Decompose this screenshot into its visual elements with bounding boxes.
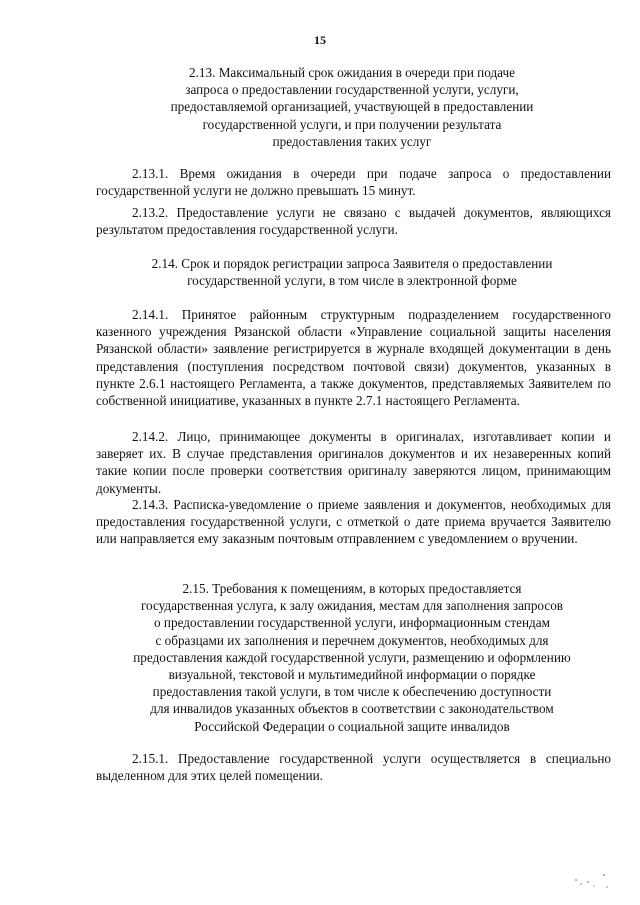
section-2-14-heading <box>96 255 608 289</box>
heading-line: для инвалидов указанных объектов в соответствии с законодательством <box>150 701 554 717</box>
heading-line: предоставления каждой государственной услуги, размещению и оформлению <box>133 649 571 665</box>
heading-line: 2.13. Максимальный срок ожидания в очереди при подаче <box>189 65 515 80</box>
heading-line: 2.15. Требования к помещениям, в которых предоставляется <box>182 581 522 596</box>
paragraph-2-14-3: 2.14.3. Расписка-уведомление о приеме заявления и документов, необходимых для предоставления государственной услуги, с отметкой о дате приема вручается Заявителю или направляется ему заказным почтовым отправлением с уведомлением о вручении. <box>96 497 611 547</box>
heading-line: государственной услуги, и при получении результата <box>202 116 502 132</box>
heading-line: о предоставлении государственной услуги, информационным стендам <box>154 615 550 631</box>
heading-line: предоставляемой организацией, участвующей в предоставлении <box>170 99 534 115</box>
section-2-15-heading <box>96 580 608 735</box>
section-2-13-heading <box>96 64 608 150</box>
heading-line: предоставления таких услуг <box>272 133 432 149</box>
paragraph-2-13-2: 2.13.2. Предоставление услуги не связано с выдачей документов, являющихся результатом предоставления государственной услуги. <box>96 205 611 238</box>
paragraph-2-15-1: 2.15.1. Предоставление государственной услуги осуществляется в специально выделенном для этих целей помещении. <box>96 751 611 784</box>
paragraph-2-14-2: 2.14.2. Лицо, принимающее документы в оригиналах, изготавливает копии и заверяет их. В случае представления оригиналов документов и их незаверенных копий такие копии после проверки соответствия оригиналу заверяются лицом, принимающим документы. <box>96 429 611 496</box>
paragraph-2-14-1: 2.14.1. Принятое районным структурным подразделением государственного казенного учреждения Рязанской области «Управление социальной защиты населения Рязанской области» заявление регистрируется в журнале входящей документации в день представления (поступления посредством почтовой связи) документов, указанных в пункте 2.6.1 настоящего Регламента, а также документов, представляемых Заявителем по собственной инициативе, указанных в пункте 2.7.1 настоящего Регламента. <box>96 307 611 409</box>
scan-specks <box>570 866 620 896</box>
heading-line: государственная услуга, к залу ожидания, местам для заполнения запросов <box>140 598 564 614</box>
paragraph-2-13-1: 2.13.1. Время ожидания в очереди при подаче запроса о предоставлении государственной услуги не должно превышать 15 минут. <box>96 166 611 199</box>
heading-line: визуальной, текстовой и мультимедийной информации о порядке <box>168 667 536 683</box>
heading-line: запроса о предоставлении государственной услуги, услуги, <box>185 82 519 98</box>
heading-line: государственной услуги, в том числе в электронной форме <box>187 273 517 289</box>
heading-line: Российской Федерации о социальной защите инвалидов <box>194 718 510 734</box>
heading-line: 2.14. Срок и порядок регистрации запроса Заявителя о предоставлении <box>151 256 553 271</box>
heading-line: с образцами их заполнения и перечнем документов, необходимых для <box>155 632 549 648</box>
heading-line: предоставления такой услуги, в том числе к обеспечению доступности <box>152 684 552 700</box>
page-number: 15 <box>314 33 326 47</box>
